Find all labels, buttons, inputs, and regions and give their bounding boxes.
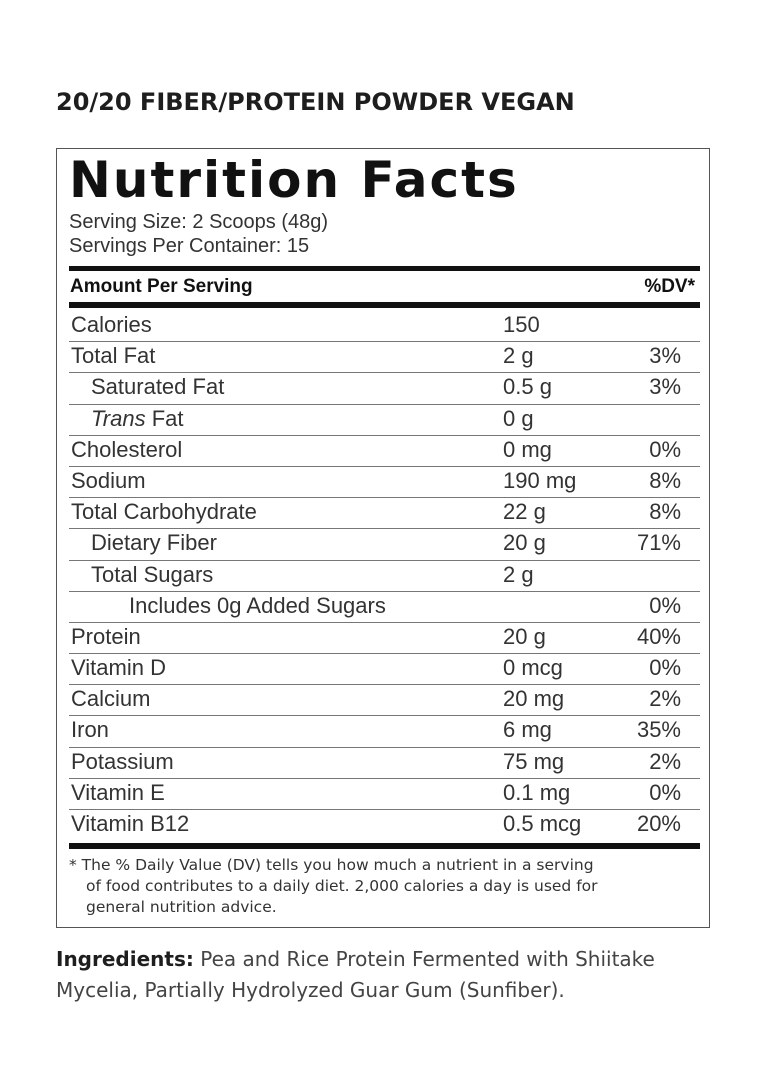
nutrient-amount: 22 g (503, 499, 546, 525)
nutrient-amount: 6 mg (503, 717, 552, 743)
nutrient-row-potassium (69, 748, 700, 779)
nutrient-row-vitamin-e (69, 779, 700, 810)
nutrient-amount: 20 g (503, 623, 546, 649)
nutrition-facts-heading: Nutrition Facts (69, 151, 519, 209)
nutrient-dv: 0% (649, 779, 681, 805)
nutrient-row-protein (69, 623, 700, 654)
divider-bar-bottom (69, 843, 700, 849)
ingredients-line (56, 944, 726, 975)
nutrient-name: Protein (71, 623, 141, 649)
nutrient-row-dietary-fiber (69, 529, 700, 560)
nutrient-name-italic: Trans (91, 405, 146, 431)
nutrient-row-total-carbohydrate (69, 498, 700, 529)
nutrient-amount: 75 mg (503, 748, 565, 774)
nutrition-facts-panel (56, 148, 710, 928)
nutrient-name-rest: Fat (145, 405, 184, 431)
nutrient-name: Includes 0g Added Sugars (129, 592, 386, 618)
footnote-line: of food contributes to a daily diet. 2,000 calories a day is used for (86, 877, 598, 895)
nutrient-name: Dietary Fiber (91, 530, 217, 556)
product-title: 20/20 FIBER/PROTEIN POWDER VEGAN (56, 88, 575, 116)
nutrient-amount: 0.5 mcg (503, 811, 582, 836)
nutrient-name: Vitamin E (71, 779, 165, 805)
daily-value-footnote (69, 855, 694, 918)
nutrient-dv: 3% (649, 343, 681, 369)
nutrient-name: Saturated Fat (91, 374, 225, 400)
nutrient-amount: 20 g (503, 530, 546, 556)
nutrient-dv: 71% (636, 530, 681, 556)
nutrient-amount: 0 mcg (503, 655, 563, 681)
nutrient-row-vitamin-b12 (69, 810, 700, 841)
nutrient-row-total-fat (69, 342, 700, 373)
ingredients-text: Pea and Rice Protein Fermented with Shiitake (193, 947, 655, 971)
nutrient-name: Cholesterol (71, 436, 183, 462)
nutrient-dv: 8% (649, 499, 681, 525)
nutrient-amount: 0.1 mg (503, 779, 571, 805)
nutrient-dv: 2% (649, 748, 681, 774)
nutrient-row-trans-fat (69, 405, 700, 436)
nutrient-amount: 0 mg (503, 436, 552, 462)
nutrient-table (69, 311, 700, 841)
nutrient-name: Calcium (71, 686, 151, 712)
footnote-line: general nutrition advice. (86, 898, 277, 916)
nutrient-amount: 2 g (503, 343, 534, 369)
nutrient-row-calories (69, 311, 700, 342)
nutrient-row-saturated-fat (69, 373, 700, 404)
nutrient-row-calcium (69, 685, 700, 716)
nutrient-amount: 0 g (503, 405, 534, 431)
nutrient-dv: 8% (649, 467, 681, 493)
nutrient-amount: 2 g (503, 561, 534, 587)
nutrient-dv: 20% (636, 811, 681, 836)
nutrient-row-total-sugars (69, 561, 700, 592)
nutrient-dv: 0% (649, 592, 681, 618)
nutrient-name: Calories (71, 312, 152, 337)
ingredients-line: Mycelia, Partially Hydrolyzed Guar Gum (Sunfiber). (56, 978, 565, 1002)
divider-bar-middle (69, 302, 700, 308)
nutrient-row-vitamin-d (69, 654, 700, 685)
servings-per-container: Servings Per Container: 15 (69, 235, 310, 257)
nutrient-name: Potassium (71, 748, 174, 774)
nutrient-amount: 20 mg (503, 686, 565, 712)
nutrient-dv: 0% (649, 436, 681, 462)
divider-bar-top (69, 266, 700, 271)
nutrient-name: Total Carbohydrate (71, 499, 257, 525)
daily-value-header: %DV* (644, 276, 695, 297)
nutrient-amount: 0.5 g (503, 374, 552, 400)
nutrient-dv: 35% (636, 717, 681, 743)
nutrient-amount: 150 (503, 312, 540, 337)
nutrient-name: Sodium (71, 467, 146, 493)
nutrient-dv: 40% (636, 623, 681, 649)
nutrient-name: Iron (71, 717, 109, 743)
nutrient-row-added-sugars (69, 592, 700, 623)
serving-size: Serving Size: 2 Scoops (48g) (69, 211, 329, 233)
ingredients-statement (56, 944, 726, 1006)
nutrient-name: Total Fat (71, 343, 156, 369)
nutrient-name: Vitamin B12 (71, 811, 190, 836)
nutrient-row-iron (69, 716, 700, 747)
nutrient-dv: 0% (649, 655, 681, 681)
footnote-line: * The % Daily Value (DV) tells you how much a nutrient in a serving (69, 856, 594, 874)
nutrient-dv: 2% (649, 686, 681, 712)
nutrient-amount: 190 mg (503, 467, 577, 493)
nutrient-name (91, 406, 184, 432)
nutrient-name: Total Sugars (91, 561, 214, 587)
nutrient-name: Vitamin D (71, 655, 166, 681)
nutrient-dv: 3% (649, 374, 681, 400)
nutrient-row-cholesterol (69, 436, 700, 467)
nutrient-row-sodium (69, 467, 700, 498)
amount-per-serving-header: Amount Per Serving (70, 276, 253, 297)
ingredients-label: Ingredients: (56, 947, 194, 971)
